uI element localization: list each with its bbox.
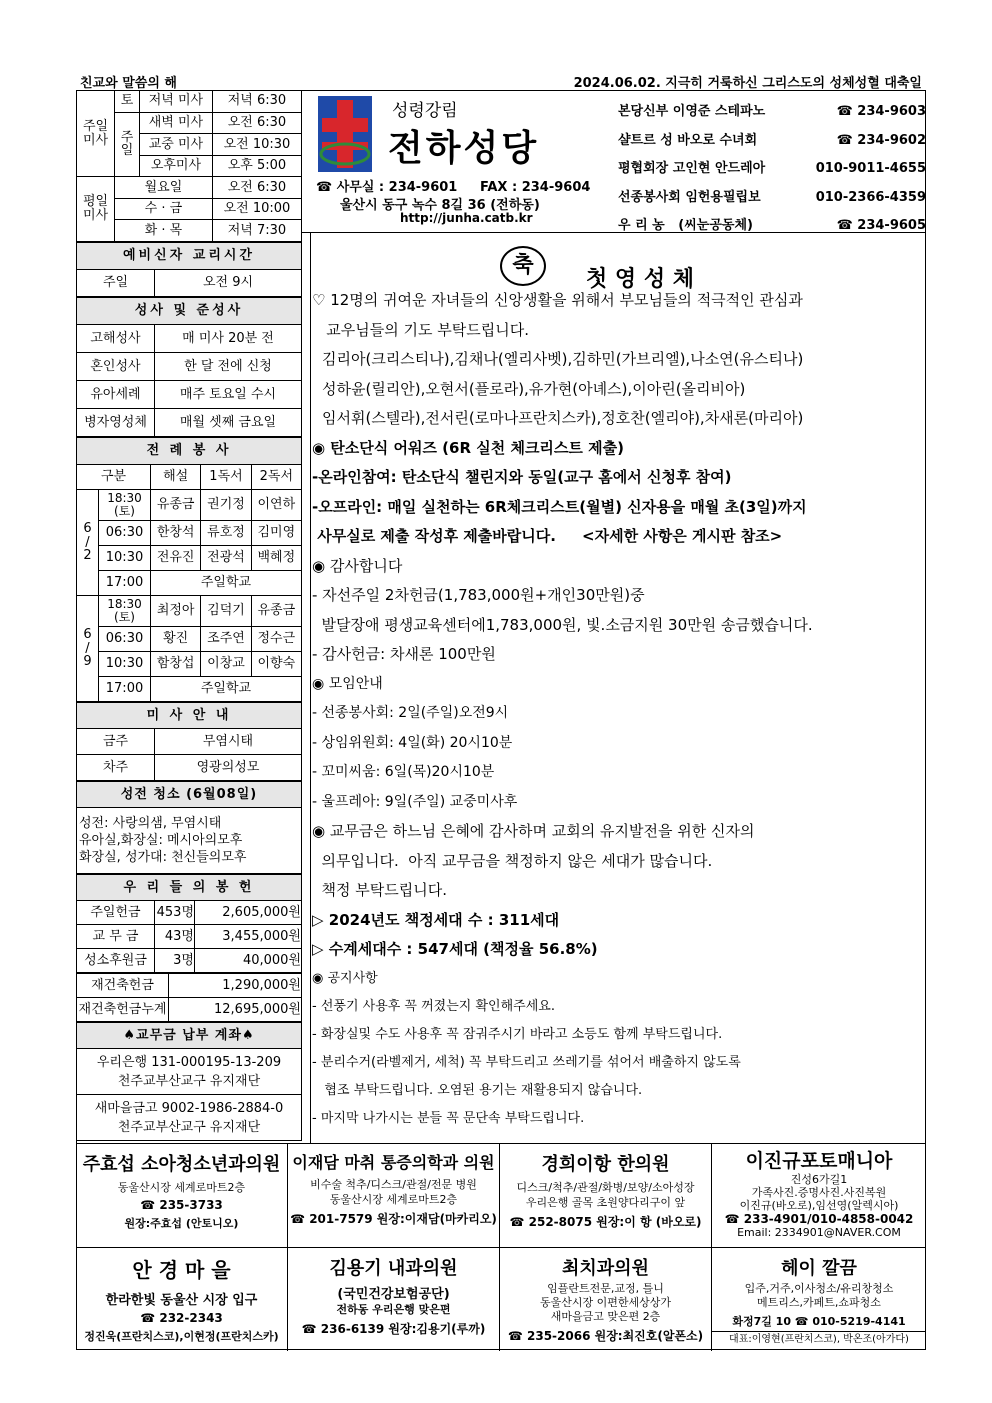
main-title: 첫 영 성 체 xyxy=(586,266,694,292)
dues-line: 의무입니다. 아직 교무금을 책정하지 않은 세대가 많습니다. xyxy=(312,851,713,870)
account-line: 천주교부산교구 유지재단 xyxy=(117,1119,261,1135)
liturgy-cell: 주일학교 xyxy=(151,677,302,702)
intention-name: 차주 xyxy=(77,755,155,781)
saturday-label: 토 xyxy=(115,91,140,113)
mass-time: 오후 5:00 xyxy=(212,155,301,177)
contact-row xyxy=(618,212,926,241)
liturgy-col: 해설 xyxy=(151,465,201,490)
account-title: ♠교무금 납부 계좌♠ xyxy=(77,1023,302,1049)
ad-line: 대표:이영현(프란치스코), 박온조(아가다) xyxy=(712,1331,926,1347)
notice-line: - 분리수거(라벨제거, 세척) 꼭 부탁드리고 쓰레기를 섞어서 배출하지 않도록 xyxy=(312,1054,741,1070)
contact-label: 본당신부 이영준 스테파노 xyxy=(618,104,766,119)
cleaning-table xyxy=(76,781,302,874)
liturgy-cell: 유종금 xyxy=(151,490,201,521)
liturgy-cell: 전유진 xyxy=(151,546,201,571)
liturgy-cell: 전광석 xyxy=(201,546,251,571)
carbon-line: -오프라인: 매일 실천하는 6R체크리스트(월별) 신자용을 매월 초(3일)까지 xyxy=(312,497,807,516)
mass-time: 오전 10:30 xyxy=(212,134,301,156)
weekday-time: 저녁 7:30 xyxy=(212,220,301,242)
liturgy-cell: 이향숙 xyxy=(251,652,301,677)
church-name: 전하성당 xyxy=(388,127,540,169)
contact-row xyxy=(618,155,926,184)
sacrament-name: 고해성사 xyxy=(77,325,155,353)
cleaning-title: 성전 청소 (6월08일) xyxy=(77,782,302,808)
ad-line: ☎ 235-3733 xyxy=(140,1198,223,1212)
ad-line: 동울산시장 세계로마트2층 xyxy=(117,1181,246,1194)
ad-title: 이진규포토매니아 xyxy=(745,1150,893,1172)
account-table xyxy=(76,1022,302,1141)
liturgy-time: 18:30 (토) xyxy=(99,596,151,627)
thanks-line: 발달장애 평생교육센터에1,783,000원, 빛.소금지원 30만원 송금했습니다. xyxy=(312,615,813,634)
catechumen-day: 주일 xyxy=(77,270,155,297)
ad-card xyxy=(500,1248,712,1351)
cleaning-line: 화장실, 성가대: 천신들의모후 xyxy=(79,850,247,865)
account-line: 천주교부산교구 유지재단 xyxy=(117,1073,261,1089)
column-divider xyxy=(310,232,311,1143)
meeting-line: - 선종봉사회: 2일(주일)오전9시 xyxy=(312,705,509,721)
thanks-line: - 감사헌금: 차새론 100만원 xyxy=(312,645,496,663)
ad-line: ☎ 201-7579 원장:이재담(마카리오) xyxy=(290,1212,497,1226)
ad-title: 이재담 마취 통증의학과 의원 xyxy=(292,1153,495,1172)
sunday-mass-label: 주일 미사 xyxy=(77,91,115,177)
contact-row xyxy=(618,98,926,127)
ad-card xyxy=(76,1144,288,1247)
catechumen-title: 예비신자 교리시간 xyxy=(77,243,302,270)
offering-name: 성소후원금 xyxy=(77,949,155,973)
mass-name: 저녁 미사 xyxy=(140,91,213,113)
ad-line: 임플란트전문,교정, 틀니 xyxy=(547,1282,664,1295)
ad-line: 화정7길 10 ☎ 010-5219-4141 xyxy=(732,1315,906,1328)
ad-line: ☎ 252-8075 원장:이 항 (바오로) xyxy=(509,1215,702,1229)
ad-card xyxy=(712,1248,926,1351)
ad-title: 김용기 내과의원 xyxy=(329,1258,458,1279)
stats-line: ▷ 수계세대수 : 547세대 (책정율 56.8%) xyxy=(312,940,598,958)
notice-line: - 화장실및 수도 사용후 꼭 잠궈주시기 바라고 소등도 함께 부탁드립니다. xyxy=(312,1026,723,1042)
liturgy-col: 구분 xyxy=(77,465,151,490)
ad-line: 정진욱(프란치스코),이현정(프란치스카) xyxy=(84,1330,279,1343)
offering-amount: 40,000원 xyxy=(195,949,302,973)
contact-row xyxy=(618,127,926,156)
liturgy-title: 전 례 봉 사 xyxy=(77,438,302,465)
contact-list xyxy=(618,98,926,241)
ad-line: 이진규(바오로),임선영(알렉시아) xyxy=(739,1199,899,1212)
thanks-line: - 자선주일 2차헌금(1,783,000원+개인30만원)중 xyxy=(312,586,645,604)
building-fund-amount: 1,290,000원 xyxy=(169,974,302,998)
ad-line: 우리은행 골목 초원양다리구이 앞 xyxy=(525,1196,686,1209)
para-line: ♡ 12명의 귀여운 자녀들의 신앙생활을 위해서 부모님들의 적극적인 관심과 xyxy=(312,291,803,309)
ad-line: 입주,거주,이사청소/유리창청소 xyxy=(744,1282,894,1295)
liturgy-time: 10:30 xyxy=(99,652,151,677)
sacrament-name: 병자영성체 xyxy=(77,409,155,437)
mass-name: 교중 미사 xyxy=(140,134,213,156)
main-content xyxy=(312,286,924,1133)
cleaning-line: 유아실,화장실: 메시아의모후 xyxy=(79,833,243,848)
ad-line: 메트리스,카페트,쇼파청소 xyxy=(757,1296,881,1309)
ad-line: 전하동 우리은행 맞은편 xyxy=(336,1303,451,1316)
meeting-line: - 울프레아: 9일(주일) 교중미사후 xyxy=(312,793,518,810)
ad-title: 경희이항 한의원 xyxy=(541,1154,670,1175)
sacrament-value: 매주 토요일 수시 xyxy=(155,381,302,409)
sunday-label: 주 일 xyxy=(115,112,140,177)
ad-card xyxy=(500,1144,712,1247)
ad-line: ☎ 232-2343 xyxy=(140,1311,223,1325)
ad-title: 주효섭 소아청소년과의원 xyxy=(82,1154,281,1175)
contact-label: 샬트르 성 바오로 수녀회 xyxy=(618,132,758,148)
offering-amount: 2,605,000원 xyxy=(195,901,302,925)
weekday-name: 월요일 xyxy=(115,177,213,199)
liturgy-time: 06:30 xyxy=(99,627,151,652)
offering-table xyxy=(76,874,302,973)
catechumen-table xyxy=(76,242,302,297)
ad-card xyxy=(712,1144,926,1247)
liturgy-time: 10:30 xyxy=(99,546,151,571)
ad-line: 진성6가길1 xyxy=(790,1173,848,1186)
contact-label: 우 리 농 (씨눈공동체) xyxy=(618,218,753,233)
liturgy-cell: 백혜정 xyxy=(251,546,301,571)
account-line: 새마을금고 9002-1986-2884-0 xyxy=(94,1100,284,1116)
offering-amount: 3,455,000원 xyxy=(195,925,302,949)
intention-name: 금주 xyxy=(77,729,155,755)
mass-intention-title: 미 사 안 내 xyxy=(77,703,302,729)
ad-line: ☎ 235-2066 원장:최진호(알폰소) xyxy=(507,1329,704,1343)
ad-card xyxy=(288,1144,500,1247)
liturgy-cell: 이연하 xyxy=(251,490,301,521)
notice-line: 협조 부탁드립니다. 오염된 용기는 재활용되지 않습니다. xyxy=(312,1082,643,1098)
ad-line: Email: 2334901@NAVER.COM xyxy=(737,1226,901,1239)
building-fund-name: 재건축헌금누계 xyxy=(77,998,169,1022)
ad-line: 디스크/척추/관절/화병/보양/소아성장 xyxy=(516,1181,695,1194)
liturgy-time: 17:00 xyxy=(99,571,151,596)
liturgy-col: 2독서 xyxy=(251,465,301,490)
ad-line: 비수술 척추/디스크/관절/전문 병원 xyxy=(310,1178,477,1191)
sacraments-title: 성사 및 준성사 xyxy=(77,298,302,325)
meeting-line: - 상임위원회: 4일(화) 20시10분 xyxy=(312,734,513,751)
ad-card xyxy=(288,1248,500,1351)
liturgy-time: 06:30 xyxy=(99,521,151,546)
ad-title: 안 경 마 을 xyxy=(132,1258,231,1282)
names-line: 김리아(크리스티나),김채나(엘리사벳),김하민(가브리엘),나소연(유스티나) xyxy=(322,350,804,368)
contact-phone: 010-2366-4359 xyxy=(815,189,926,205)
weekday-time: 오전 10:00 xyxy=(212,198,301,220)
ad-line: ☎ 236-6139 원장:김용기(루까) xyxy=(301,1322,486,1336)
sacrament-value: 한 달 전에 신청 xyxy=(155,353,302,381)
mass-time: 오전 6:30 xyxy=(212,112,301,134)
names-line: 성하윤(릴리안),오현서(플로라),유가현(아녜스),이아린(올리비아) xyxy=(322,379,746,398)
ad-line: 동울산시장 이편한세상상가 xyxy=(539,1296,671,1309)
thanks-line: ◉ 감사합니다 xyxy=(312,556,403,575)
liturgy-col: 1독서 xyxy=(201,465,251,490)
left-column xyxy=(76,90,302,1141)
liturgy-cell: 김덕기 xyxy=(201,596,251,627)
offering-name: 주일헌금 xyxy=(77,901,155,925)
contact-label: 선종봉사회 임헌용필립보 xyxy=(618,189,761,205)
contact-label: 평협회장 고인현 안드레아 xyxy=(618,161,766,176)
weekday-name: 수 · 금 xyxy=(115,198,213,220)
issue-theme: 친교와 말씀의 해 xyxy=(80,76,177,91)
liturgy-cell: 함창섭 xyxy=(151,652,201,677)
ad-title: 최치과의원 xyxy=(562,1258,649,1279)
liturgy-time: 18:30 (토) xyxy=(99,490,151,521)
sacrament-name: 유아세례 xyxy=(77,381,155,409)
carbon-line: -온라인참여: 탄소단식 챌린지와 동일(교구 홈에서 신청후 참여) xyxy=(312,468,732,486)
ad-card xyxy=(76,1248,288,1351)
liturgy-cell: 한창석 xyxy=(151,521,201,546)
church-logo xyxy=(318,96,372,172)
contact-phone: ☎ 234-9602 xyxy=(836,132,926,148)
cleaning-line: 성전: 사랑의샘, 무염시태 xyxy=(79,816,222,831)
ad-line: 동울산시장 세계로마트2층 xyxy=(329,1193,458,1206)
celebration-badge: 축 xyxy=(500,246,546,286)
liturgy-cell: 최정아 xyxy=(151,596,201,627)
offering-name: 교 무 금 xyxy=(77,925,155,949)
building-fund-table xyxy=(76,973,302,1022)
liturgy-cell: 김미영 xyxy=(251,521,301,546)
mass-table xyxy=(76,90,302,242)
mass-name: 새벽 미사 xyxy=(140,112,213,134)
offering-count: 453명 xyxy=(155,901,195,925)
church-url[interactable]: http://junha.catb.kr xyxy=(400,211,533,225)
mass-intention-table xyxy=(76,702,302,781)
dues-line: ◉ 교무금은 하느님 은혜에 감사하며 교회의 유지발전을 위한 신자의 xyxy=(312,822,755,840)
liturgy-date: 6 / 2 xyxy=(77,490,99,596)
sacrament-value: 매 미사 20분 전 xyxy=(155,325,302,353)
dues-line: 책정 부탁드립니다. xyxy=(312,881,447,899)
building-fund-amount: 12,695,000원 xyxy=(169,998,302,1022)
contact-phone: ☎ 234-9603 xyxy=(836,104,926,119)
account-line: 우리은행 131-000195-13-209 xyxy=(96,1054,282,1070)
ad-title: 헤이 깔끔 xyxy=(781,1258,857,1279)
church-subtitle: 성령강림 xyxy=(392,101,458,121)
notice-title: ◉ 공지사항 xyxy=(312,970,378,986)
ad-line: 가족사진.증명사진.사진복원 xyxy=(751,1186,887,1199)
contact-row xyxy=(618,184,926,213)
ad-line: 원장:주효섭 (안토니오) xyxy=(124,1217,239,1230)
catechumen-time: 오전 9시 xyxy=(155,270,302,297)
notice-line: - 마지막 나가시는 분들 꼭 문단속 부탁드립니다. xyxy=(312,1110,585,1126)
mass-name: 오후미사 xyxy=(140,155,213,177)
sacrament-name: 혼인성사 xyxy=(77,353,155,381)
ads-section xyxy=(76,1143,926,1350)
weekday-name: 화 · 목 xyxy=(115,220,213,242)
liturgy-time: 17:00 xyxy=(99,677,151,702)
liturgy-cell: 황진 xyxy=(151,627,201,652)
issue-date: 2024.06.02. 지극히 거룩하신 그리스도의 성체성혈 대축일 xyxy=(573,76,922,91)
sacrament-value: 매월 셋째 금요일 xyxy=(155,409,302,437)
liturgy-cell: 정수근 xyxy=(251,627,301,652)
liturgy-cell: 유종금 xyxy=(251,596,301,627)
mass-time: 저녁 6:30 xyxy=(212,91,301,113)
ad-line: 한라한빛 동울산 시장 입구 xyxy=(105,1293,258,1308)
intention-value: 무염시태 xyxy=(155,729,302,755)
building-fund-name: 재건축헌금 xyxy=(77,974,169,998)
liturgy-table xyxy=(76,437,302,702)
meetings-title: ◉ 모임안내 xyxy=(312,675,383,692)
names-line: 임서휘(스텔라),전서린(로마나프란치스카),정호찬(엘리야),차새론(마리아) xyxy=(322,409,804,427)
church-address: 울산시 동구 녹수 8길 36 (전하동) xyxy=(340,198,540,213)
ad-line: 새마을금고 맞은편 2층 xyxy=(550,1310,661,1323)
carbon-line: ◉ 탄소단식 어워즈 (6R 실천 체크리스트 제출) xyxy=(312,438,624,457)
weekday-mass-label: 평일 미사 xyxy=(77,177,115,242)
liturgy-cell: 조주연 xyxy=(201,627,251,652)
offering-count: 3명 xyxy=(155,949,195,973)
para-line: 교우님들의 기도 부탁드립니다. xyxy=(312,320,529,339)
liturgy-date: 6 / 9 xyxy=(77,596,99,702)
stats-line: ▷ 2024년도 책정세대 수 : 311세대 xyxy=(312,910,560,929)
meeting-line: - 꼬미씨움: 6일(목)20시10분 xyxy=(312,764,495,780)
contact-phone: 010-9011-4655 xyxy=(815,161,926,176)
intention-value: 영광의성모 xyxy=(155,755,302,781)
liturgy-cell: 권기정 xyxy=(201,490,251,521)
liturgy-cell: 주일학교 xyxy=(151,571,302,596)
carbon-line: 사무실로 제출 작성후 제출바랍니다. <자세한 사항은 게시판 참조> xyxy=(312,527,783,545)
liturgy-cell: 류호정 xyxy=(201,521,251,546)
offering-count: 43명 xyxy=(155,925,195,949)
contact-phone: ☎ 234-9605 xyxy=(836,218,926,233)
notice-line: - 선풍기 사용후 꼭 꺼졌는지 확인해주세요. xyxy=(312,998,555,1014)
offering-title: 우 리 들 의 봉 헌 xyxy=(77,875,302,901)
sacraments-table xyxy=(76,297,302,437)
weekday-time: 오전 6:30 xyxy=(212,177,301,199)
church-office: ☎ 사무실 : 234-9601 FAX : 234-9604 xyxy=(316,180,591,195)
ad-line: (국민건강보험공단) xyxy=(337,1287,450,1302)
ad-line: ☎ 233-4901/010-4858-0042 xyxy=(724,1212,914,1226)
liturgy-cell: 이창교 xyxy=(201,652,251,677)
